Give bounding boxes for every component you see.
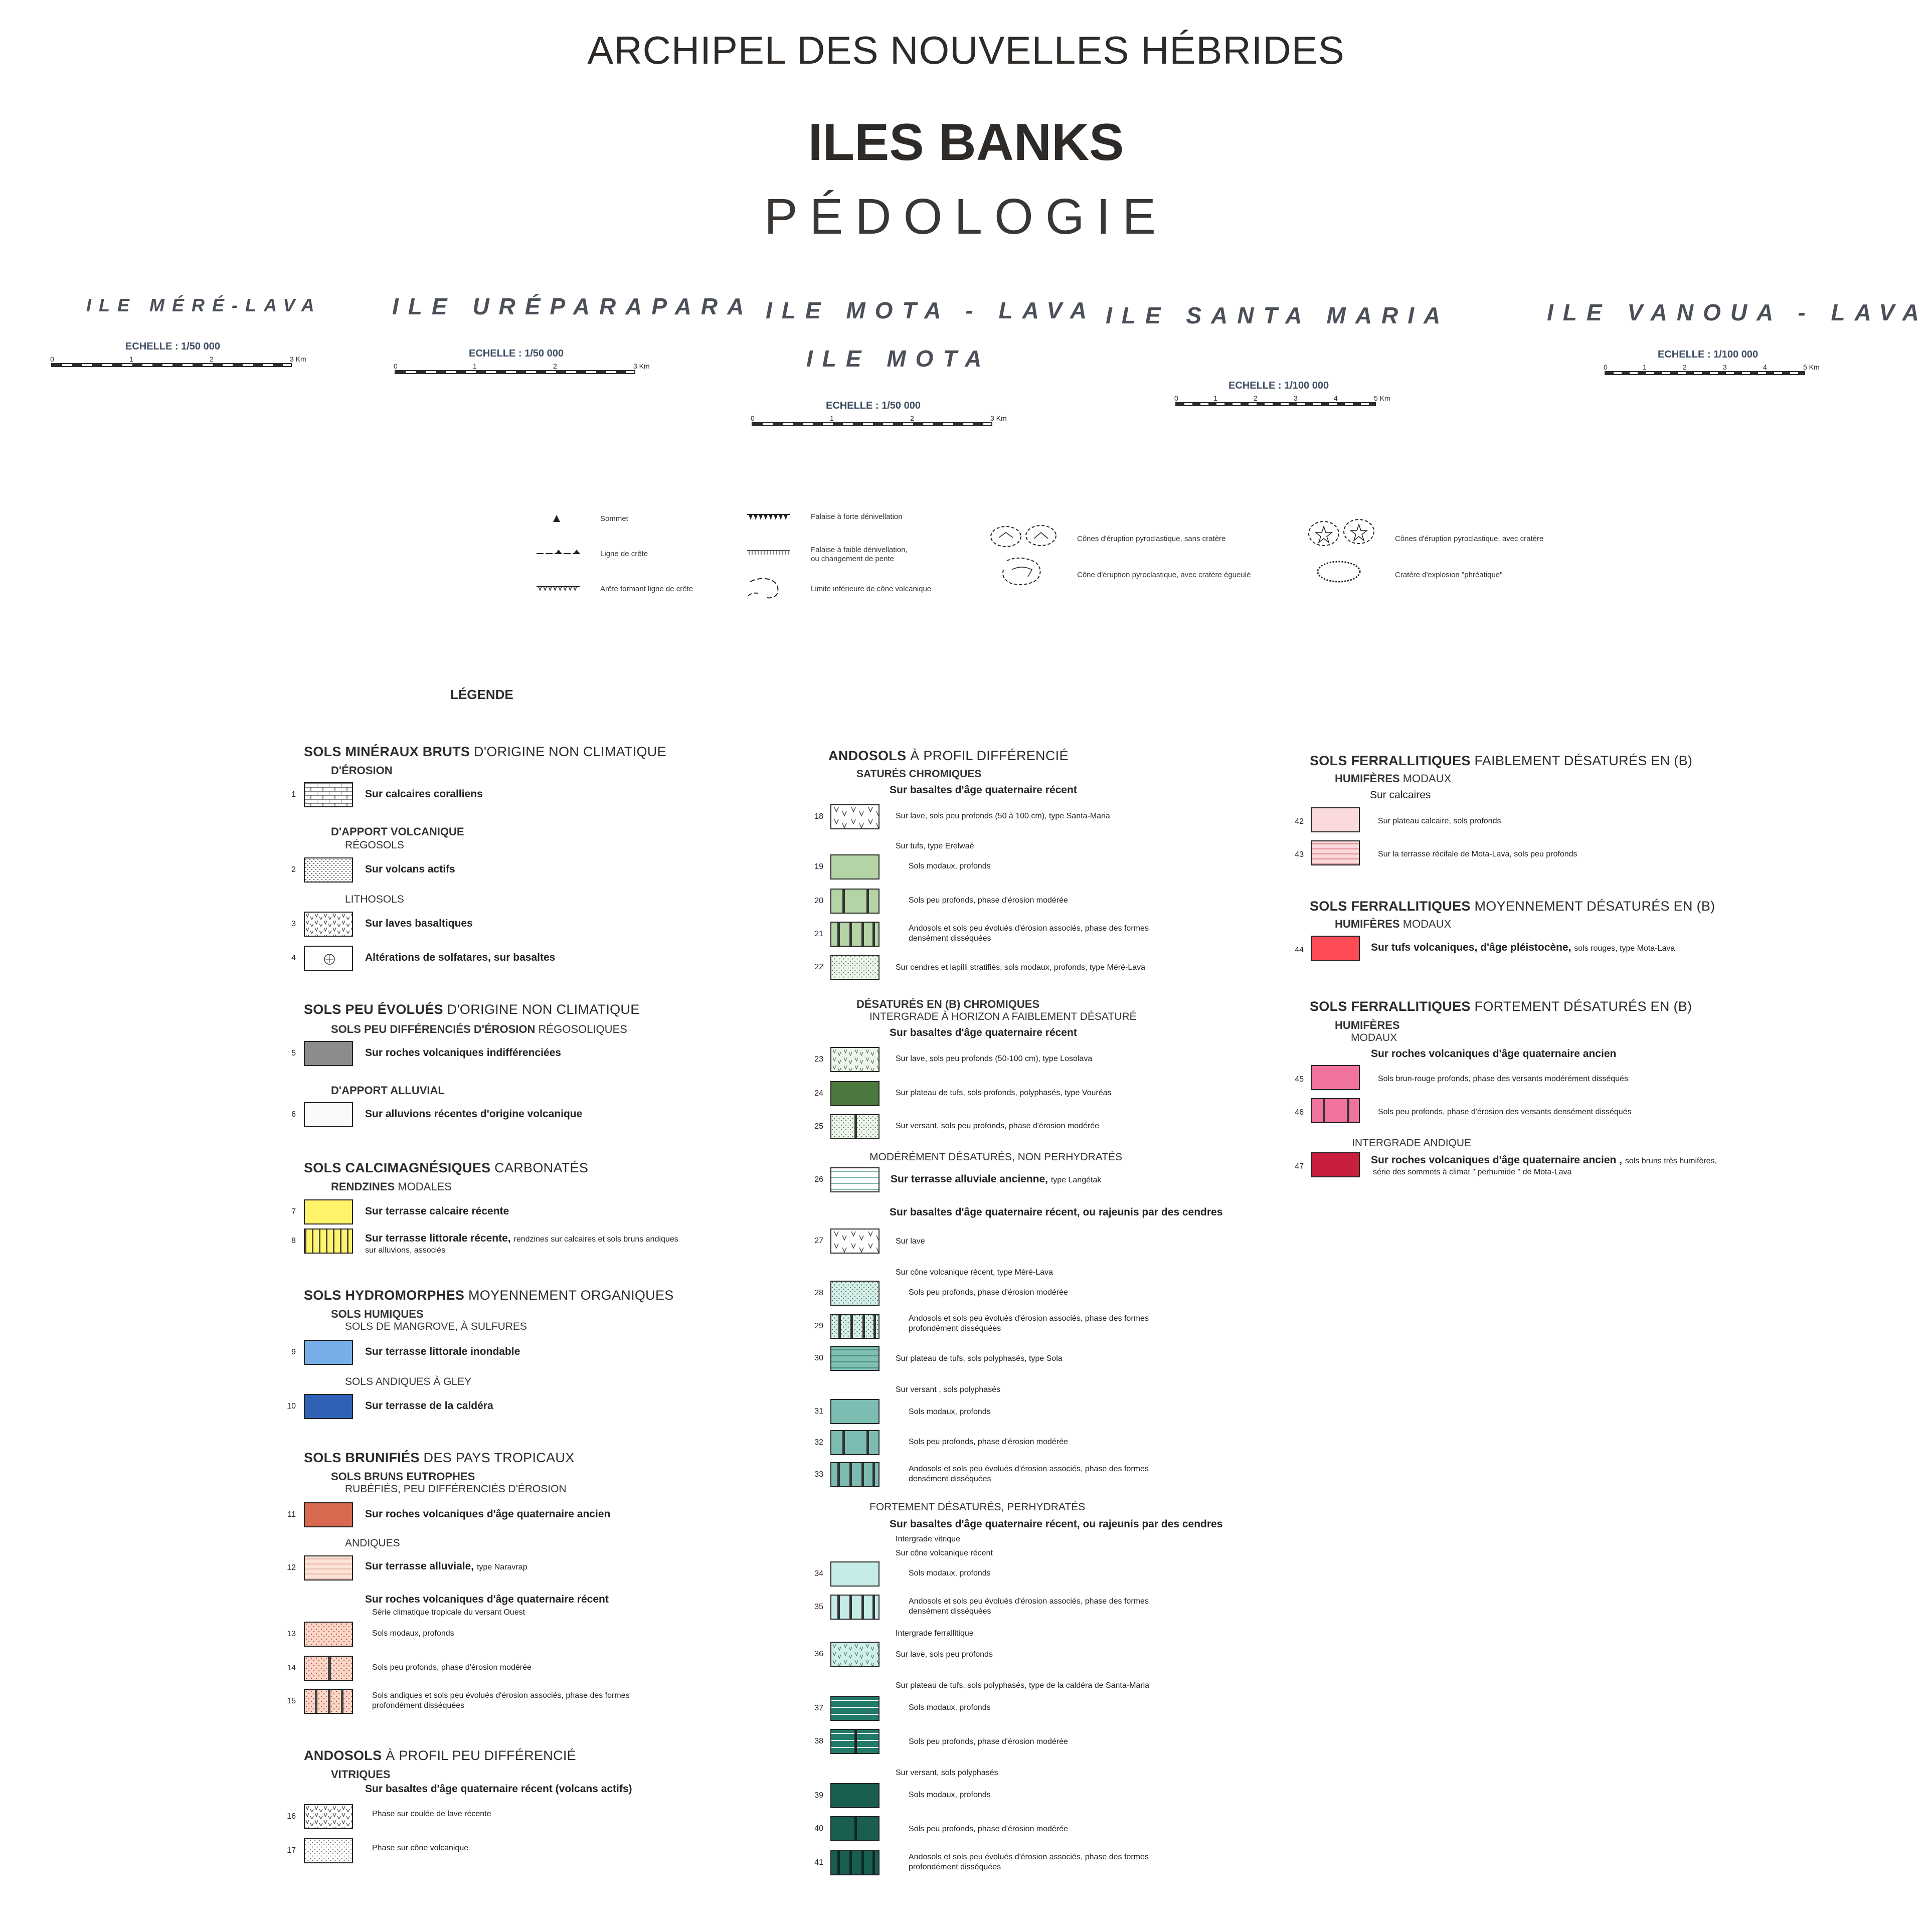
legend-swatch-30 (830, 1346, 880, 1371)
legend-item-label: Sur lave, sols peu profonds (896, 1650, 993, 1659)
legend-swatch-10 (304, 1394, 353, 1419)
legend-number: 37 (814, 1704, 823, 1712)
scale-tick: 1 (1643, 363, 1647, 371)
legend-subcategory: Sur basaltes d'âge quaternaire récent, ou rajeunis par des cendres (890, 1206, 1223, 1218)
legend-item-label: Sols modaux, profonds (909, 862, 991, 870)
legend-category: SOLS FERRALLITIQUES MOYENNEMENT DÉSATURÉS EN (B) (1310, 899, 1715, 914)
legend-swatch-7 (304, 1199, 353, 1224)
legend-category: SOLS MINÉRAUX BRUTS D'ORIGINE NON CLIMATIQUE (304, 744, 666, 759)
legend-swatch-20 (830, 889, 880, 914)
scale-tick: 0 (751, 414, 755, 422)
legend-swatch-1 (304, 782, 353, 807)
scale-bar-mere-lava (50, 341, 311, 371)
legend-item-label: Sols peu profonds, phase d'érosion modérée (909, 896, 1068, 905)
legend-category: SOLS CALCIMAGNÉSIQUES CARBONATÉS (304, 1160, 589, 1175)
legend-subcategory: Sur basaltes d'âge quaternaire récent (890, 784, 1077, 796)
legend-number: 28 (814, 1289, 823, 1297)
legend-number: 41 (814, 1858, 823, 1867)
legend-swatch-11 (304, 1502, 353, 1527)
legend-item-label: Andosols et sols peu évolués d'érosion associés, phase des formes profondément disséquées (909, 1853, 1149, 1871)
scale-tick: 2 (1683, 363, 1687, 371)
legend-item-label: Andosols et sols peu évolués d'érosion associés, phase des formes densément disséquées (909, 1597, 1149, 1616)
legend-swatch-8 (304, 1229, 353, 1254)
legend-number: 8 (291, 1237, 296, 1245)
legend-subcategory: Sur versant , sols polyphasés (896, 1385, 1000, 1394)
legend-swatch-38 (830, 1729, 880, 1754)
legend-swatch-4 (304, 946, 353, 971)
legend-item-label: Sur lave (896, 1237, 925, 1246)
scale-tick: 5 Km (1803, 363, 1820, 371)
legend-number: 11 (287, 1510, 296, 1519)
legend-number: 5 (291, 1049, 296, 1058)
scale-bar-graphic (51, 363, 292, 367)
symbol-label-phreatic-crater: Cratère d'explosion "phréatique" (1395, 571, 1503, 579)
legend-number: 22 (814, 963, 823, 971)
legend-item-label: Sols andiques et sols peu évolués d'érosion associés, phase des formes profondément disséquées (372, 1691, 630, 1710)
legend-item-label: Sur terrasse littorale récente, rendzines sur calcaires et sols bruns andiques (365, 1233, 678, 1244)
legend-number: 46 (1295, 1108, 1304, 1117)
scale-bar-vanoua-lava (1604, 349, 1824, 379)
scale-label: ECHELLE : 1/100 000 (1228, 380, 1329, 391)
legend-item-label: Sur lave, sols peu profonds (50-100 cm), type Losolava (896, 1055, 1093, 1063)
scale-bar-ureparapara (394, 348, 654, 378)
scale-tick: 1 (1213, 394, 1217, 402)
legend-number: 24 (814, 1089, 823, 1098)
legend-swatch-34 (830, 1561, 880, 1587)
legend-swatch-9 (304, 1340, 353, 1365)
legend-number: 15 (287, 1697, 296, 1705)
legend-item-label: Sur tufs volcaniques, d'âge pléistocène, sols rouges, type Mota-Lava (1371, 942, 1675, 953)
legend-number: 27 (814, 1237, 823, 1245)
legend-swatch-41 (830, 1850, 880, 1875)
legend-item-label: Sur roches volcaniques indifférenciées (365, 1047, 561, 1059)
legend-item-label: Sur terrasse de la caldéra (365, 1400, 493, 1412)
legend-item-label: Phase sur cône volcanique (372, 1844, 469, 1852)
legend-subcategory: Intergrade ferrallitique (896, 1629, 974, 1638)
legend-number: 20 (814, 897, 823, 905)
legend-item-label: Sur roches volcaniques d'âge quaternaire ancien (365, 1508, 611, 1520)
legend-number: 23 (814, 1055, 823, 1064)
legend-category: SOLS BRUNIFIÉS DES PAYS TROPICAUX (304, 1450, 575, 1465)
scale-tick: 3 (1723, 363, 1727, 371)
legend-subcategory: Sur basaltes d'âge quaternaire récent, ou rajeunis par des cendres (890, 1518, 1223, 1530)
legend-item-label: Sols peu profonds, phase d'érosion modérée (909, 1825, 1068, 1833)
legend-subcategory: Sur versant, sols polyphasés (896, 1769, 998, 1777)
legend-number: 12 (287, 1563, 296, 1572)
legend-item-label: Sols peu profonds, phase d'érosion modérée (372, 1663, 532, 1672)
crest-arete-icon (536, 583, 581, 594)
legend-swatch-21 (830, 922, 880, 947)
scale-bar-graphic (395, 370, 635, 374)
symbol-label-gentle-cliff: Falaise à faible dénivellation, ou changement de pente (811, 546, 908, 563)
scale-tick: 2 (553, 362, 557, 370)
legend-swatch-25 (830, 1114, 880, 1139)
legend-item-label: Andosols et sols peu évolués d'érosion associés, phase des formes densément disséquées (909, 1465, 1149, 1483)
legend-swatch-31 (830, 1399, 880, 1424)
symbol-label-cone-without-crater: Cônes d'éruption pyroclastique, sans cratère (1077, 535, 1226, 543)
legend-number: 10 (287, 1402, 296, 1411)
legend-swatch-13 (304, 1622, 353, 1647)
scale-bar-graphic (752, 422, 992, 426)
legend-swatch-46 (1311, 1098, 1360, 1123)
legend-subcategory: HUMIFÈRES MODAUX (1335, 772, 1452, 785)
legend-item-note: série des sommets à climat " perhumide " de Mota-Lava (1373, 1168, 1572, 1176)
legend-number: 30 (814, 1354, 823, 1362)
legend-number: 32 (814, 1438, 823, 1447)
scale-label: ECHELLE : 1/100 000 (1658, 349, 1759, 360)
legend-item-label: Sur versant, sols peu profonds, phase d'érosion modérée (896, 1122, 1099, 1130)
scale-tick: 1 (129, 355, 133, 363)
legend-number: 33 (814, 1470, 823, 1479)
legend-number: 13 (287, 1630, 296, 1638)
island-name-mota-lava: ILE MOTA - LAVA (766, 297, 1096, 323)
legend-swatch-42 (1311, 807, 1360, 832)
legend-item-label: Sols peu profonds, phase d'érosion modérée (909, 1288, 1068, 1297)
legend-number: 39 (814, 1791, 823, 1800)
legend-number: 6 (291, 1110, 296, 1119)
legend-swatch-23 (830, 1047, 880, 1072)
legend-number: 17 (287, 1846, 296, 1855)
symbol-label-cone-with-crater: Cônes d'éruption pyroclastique, avec cratère (1395, 535, 1544, 543)
legend-swatch-3 (304, 912, 353, 937)
symbol-label-steep-cliff: Falaise à forte dénivellation (811, 512, 903, 521)
symbol-label-breached-cone: Cône d'éruption pyroclastique, avec cratère égueulé (1077, 571, 1251, 579)
legend-item-label: Sur terrasse alluviale, type Naravrap (365, 1560, 528, 1572)
legend-subcategory: INTERGRADE À HORIZON A FAIBLEMENT DÉSATURÉ (869, 1011, 1137, 1022)
legend-subcategory: Sur roches volcaniques d'âge quaternaire récent (365, 1594, 609, 1605)
symbol-label-cone-limit: Limite inférieure de cône volcanique (811, 585, 932, 593)
legend-item-label: Sols modaux, profonds (372, 1629, 454, 1638)
legend-swatch-37 (830, 1696, 880, 1721)
legend-item-label: Sur cendres et lapilli stratifiés, sols modaux, profonds, type Méré-Lava (896, 963, 1146, 972)
ridge-line-icon (536, 548, 581, 559)
legend-swatch-45 (1311, 1065, 1360, 1090)
legend-item-label: Sols peu profonds, phase d'érosion modérée (909, 1438, 1068, 1446)
legend-item-label: Sur plateau calcaire, sols profonds (1378, 817, 1501, 825)
legend-subcategory: D'APPORT VOLCANIQUE (331, 825, 464, 838)
scale-tick: 3 Km (990, 414, 1007, 422)
legend-subcategory: DÉSATURÉS EN (B) CHROMIQUES (856, 998, 1040, 1010)
legend-number: 45 (1295, 1075, 1304, 1084)
legend-number: 14 (287, 1664, 296, 1672)
scale-tick: 4 (1334, 394, 1338, 402)
legend-item-label: Sur alluvions récentes d'origine volcanique (365, 1108, 583, 1120)
scale-label: ECHELLE : 1/50 000 (469, 348, 564, 359)
legend-subcategory: SOLS DE MANGROVE, À SULFURES (345, 1321, 527, 1332)
legend-subcategory-note: Série climatique tropicale du versant Ouest (372, 1608, 525, 1617)
scale-tick: 3 (1294, 394, 1298, 402)
legend-swatch-33 (830, 1462, 880, 1487)
legend-swatch-29 (830, 1314, 880, 1339)
legend-item-label: Sols modaux, profonds (909, 1703, 991, 1712)
scale-tick: 5 Km (1374, 394, 1390, 402)
legend-subcategory: SOLS HUMIQUES (331, 1308, 424, 1320)
legend-swatch-39 (830, 1783, 880, 1808)
legend-swatch-40 (830, 1816, 880, 1841)
legend-swatch-35 (830, 1595, 880, 1620)
legend-swatch-15 (304, 1689, 353, 1714)
legend-category: SOLS FERRALLITIQUES FORTEMENT DÉSATURÉS EN (B) (1310, 999, 1692, 1014)
legend-item-label: Sur laves basaltiques (365, 918, 473, 929)
legend-item-label: Sols brun-rouge profonds, phase des versants modérément disséqués (1378, 1075, 1628, 1083)
gentle-cliff-icon (746, 548, 791, 559)
legend-number: 25 (814, 1122, 823, 1131)
legend-subcategory: SOLS ANDIQUES À GLEY (345, 1376, 472, 1387)
legend-subcategory: Sur basaltes d'âge quaternaire récent (890, 1027, 1077, 1038)
cone-limit-icon (746, 576, 786, 601)
legend-item-label: Sols modaux, profonds (909, 1569, 991, 1577)
legend-swatch-14 (304, 1656, 353, 1681)
legend-item-label: Sur volcans actifs (365, 863, 455, 875)
legend-number: 31 (814, 1407, 823, 1416)
legend-subcategory: ANDIQUES (345, 1537, 400, 1549)
scale-tick: 3 Km (633, 362, 650, 370)
symbol-label-summit: Sommet (600, 514, 628, 523)
legend-swatch-36 (830, 1642, 880, 1667)
legend-swatch-18 (830, 804, 880, 829)
phreatic-crater-icon (1315, 558, 1365, 586)
legend-subcategory: Sur tufs, type Erelwaé (896, 842, 974, 850)
legend-swatch-17 (304, 1838, 353, 1863)
scale-tick: 2 (210, 355, 214, 363)
legend-swatch-28 (830, 1281, 880, 1306)
legend-item-label: Sur la terrasse récifale de Mota-Lava, sols peu profonds (1378, 850, 1577, 858)
legend-number: 9 (291, 1348, 296, 1356)
legend-subcategory: HUMIFÈRES MODAUX (1335, 918, 1452, 930)
legend-item-label: Sur lave, sols peu profonds (50 à 100 cm), type Santa-Maria (896, 812, 1110, 820)
scale-bar-mota-lava (751, 400, 1011, 430)
legend-swatch-19 (830, 854, 880, 880)
scale-label: ECHELLE : 1/50 000 (125, 341, 220, 352)
legend-subcategory: SOLS BRUNS EUTROPHES (331, 1470, 475, 1483)
legend-swatch-26 (830, 1167, 880, 1192)
legend-category: SOLS HYDROMORPHES MOYENNEMENT ORGANIQUES (304, 1288, 674, 1303)
legend-subcategory: Sur plateau de tufs, sols polyphasés, type de la caldéra de Santa-Maria (896, 1681, 1150, 1690)
legend-number: 7 (291, 1207, 296, 1216)
legend-category: ANDOSOLS À PROFIL PEU DIFFÉRENCIÉ (304, 1748, 576, 1763)
scale-tick: 0 (50, 355, 54, 363)
scale-tick: 0 (1174, 394, 1178, 402)
scale-bar-graphic (1175, 402, 1376, 406)
legend-number: 38 (814, 1737, 823, 1745)
legend-item-label: Sur roches volcaniques d'âge quaternaire ancien , sols bruns très humifères, (1371, 1154, 1717, 1166)
legend-number: 29 (814, 1322, 823, 1330)
legend-item-label: Sols peu profonds, phase d'érosion des versants densément disséqués (1378, 1108, 1632, 1116)
scale-tick: 0 (1604, 363, 1608, 371)
legend-item-label: Sur calcaires coralliens (365, 788, 483, 800)
island-name-mota: ILE MOTA (806, 345, 991, 372)
legend-swatch-16 (304, 1804, 353, 1829)
legend-swatch-24 (830, 1081, 880, 1106)
scale-label: ECHELLE : 1/50 000 (826, 400, 921, 411)
legend-number: 2 (291, 865, 296, 874)
legend-number: 35 (814, 1603, 823, 1611)
legend-item-label: Altérations de solfatares, sur basaltes (365, 952, 556, 963)
legend-number: 47 (1295, 1162, 1304, 1171)
legend-item-label: Andosols et sols peu évolués d'érosion associés, phase des formes densément disséquées (909, 924, 1149, 943)
legend-swatch-6 (304, 1102, 353, 1127)
legend-swatch-22 (830, 955, 880, 980)
legend-item-label: Sur terrasse calcaire récente (365, 1205, 509, 1217)
legend-number: 40 (814, 1824, 823, 1833)
legend-number: 4 (291, 954, 296, 962)
legend-number: 1 (291, 790, 296, 799)
legend-number: 43 (1295, 850, 1304, 859)
breached-cone-icon (997, 555, 1047, 587)
legend-item-label: Andosols et sols peu évolués d'érosion associés, phase des formes profondément disséquées (909, 1314, 1149, 1333)
legend-item-note: sur alluvions, associés (365, 1246, 446, 1255)
legend-number: 44 (1295, 946, 1304, 954)
legend-subcategory: D'APPORT ALLUVIAL (331, 1084, 445, 1097)
island-name-santa-maria: ILE SANTA MARIA (1106, 302, 1450, 328)
legend-subcategory: RUBÉFIÉS, PEU DIFFÉRENCIÉS D'ÉROSION (345, 1483, 567, 1495)
legend-subcategory: INTERGRADE ANDIQUE (1352, 1137, 1472, 1149)
map-theme: PÉDOLOGIE (764, 189, 1168, 245)
scale-tick: 1 (830, 414, 834, 422)
cone-with-crater-icon (1305, 516, 1380, 551)
legend-subcategory: RENDZINES MODALES (331, 1180, 452, 1193)
scale-tick: 1 (473, 362, 477, 370)
legend-category: ANDOSOLS À PROFIL DIFFÉRENCIÉ (828, 748, 1069, 763)
legend-number: 26 (814, 1175, 823, 1184)
island-name-vanoua-lava: ILE VANOUA - LAVA (1547, 299, 1928, 325)
island-name-mere-lava: ILE MÉRÉ-LAVA (86, 295, 322, 315)
legend-title: LÉGENDE (450, 687, 513, 702)
legend-number: 21 (814, 930, 823, 938)
legend-swatch-27 (830, 1229, 880, 1254)
legend-subcategory: RÉGOSOLS (345, 839, 404, 851)
map-title: ARCHIPEL DES NOUVELLES HÉBRIDES (587, 28, 1345, 72)
legend-swatch-47 (1311, 1152, 1360, 1177)
scale-bar-santa-maria (1174, 380, 1395, 410)
legend-subcategory: Sur basaltes d'âge quaternaire récent (volcans actifs) (365, 1783, 632, 1795)
legend-subcategory: Sur cône volcanique récent (896, 1549, 993, 1557)
legend-item-label: Sols modaux, profonds (909, 1791, 991, 1799)
scale-tick: 4 (1763, 363, 1767, 371)
legend-subcategory: VITRIQUES (331, 1768, 391, 1781)
legend-subcategory: SOLS PEU DIFFÉRENCIÉS D'ÉROSION RÉGOSOLIQUES (331, 1023, 627, 1035)
legend-number: 18 (814, 812, 823, 821)
island-name-ureparapara: ILE URÉPARAPARA (392, 293, 754, 319)
scale-tick: 0 (394, 362, 398, 370)
legend-subcategory: LITHOSOLS (345, 894, 404, 905)
legend-number: 3 (291, 920, 296, 928)
scale-bar-graphic (1605, 371, 1805, 375)
legend-swatch-12 (304, 1555, 353, 1581)
legend-swatch-32 (830, 1430, 880, 1455)
legend-number: 42 (1295, 817, 1304, 826)
legend-number: 16 (287, 1812, 296, 1821)
scale-tick: 2 (910, 414, 914, 422)
legend-number: 36 (814, 1650, 823, 1658)
legend-item-label: Phase sur coulée de lave récente (372, 1810, 491, 1818)
legend-item-label: Sur plateau de tufs, sols polyphasés, type Sola (896, 1354, 1063, 1363)
legend-number: 34 (814, 1569, 823, 1578)
legend-item-label: Sols peu profonds, phase d'érosion modérée (909, 1737, 1068, 1746)
legend-number: 19 (814, 862, 823, 871)
legend-item-label: Sur terrasse alluviale ancienne, type Langétak (891, 1173, 1102, 1185)
legend-category: SOLS FERRALLITIQUES FAIBLEMENT DÉSATURÉS EN (B) (1310, 753, 1693, 768)
legend-item-label: Sur plateau de tufs, sols profonds, polyphasés, type Vouréas (896, 1089, 1112, 1097)
legend-swatch-43 (1311, 840, 1360, 865)
legend-subcategory: MODAUX (1351, 1032, 1397, 1043)
legend-subcategory: MODÉRÉMENT DÉSATURÉS, NON PERHYDRATÉS (869, 1151, 1123, 1163)
steep-cliff-icon (746, 511, 791, 522)
legend-subcategory: SATURÉS CHROMIQUES (856, 768, 982, 780)
legend-subcategory: Sur calcaires (1370, 789, 1431, 801)
legend-subcategory: HUMIFÈRES (1335, 1019, 1400, 1031)
legend-category: SOLS PEU ÉVOLUÉS D'ORIGINE NON CLIMATIQUE (304, 1002, 640, 1017)
legend-item-label: Sur terrasse littorale inondable (365, 1346, 520, 1357)
symbol-label-ridge: Ligne de crête (600, 550, 648, 558)
legend-swatch-2 (304, 857, 353, 883)
cone-without-crater-icon (987, 521, 1062, 552)
legend-subcategory: Sur cône volcanique récent, type Méré-Lava (896, 1268, 1053, 1277)
legend-subcategory: D'ÉROSION (331, 764, 393, 777)
summit-icon (552, 513, 562, 523)
legend-item-label: Sols modaux, profonds (909, 1408, 991, 1416)
scale-tick: 2 (1254, 394, 1258, 402)
legend-subcategory: Intergrade vitrique (896, 1535, 960, 1543)
map-subtitle: ILES BANKS (808, 113, 1124, 171)
legend-subcategory: FORTEMENT DÉSATURÉS, PERHYDRATÉS (869, 1501, 1086, 1513)
symbol-label-arete: Arête formant ligne de crête (600, 585, 693, 593)
legend-swatch-44 (1311, 936, 1360, 961)
legend-subcategory: Sur roches volcaniques d'âge quaternaire ancien (1371, 1048, 1617, 1060)
scale-tick: 3 Km (290, 355, 306, 363)
legend-swatch-5 (304, 1041, 353, 1066)
